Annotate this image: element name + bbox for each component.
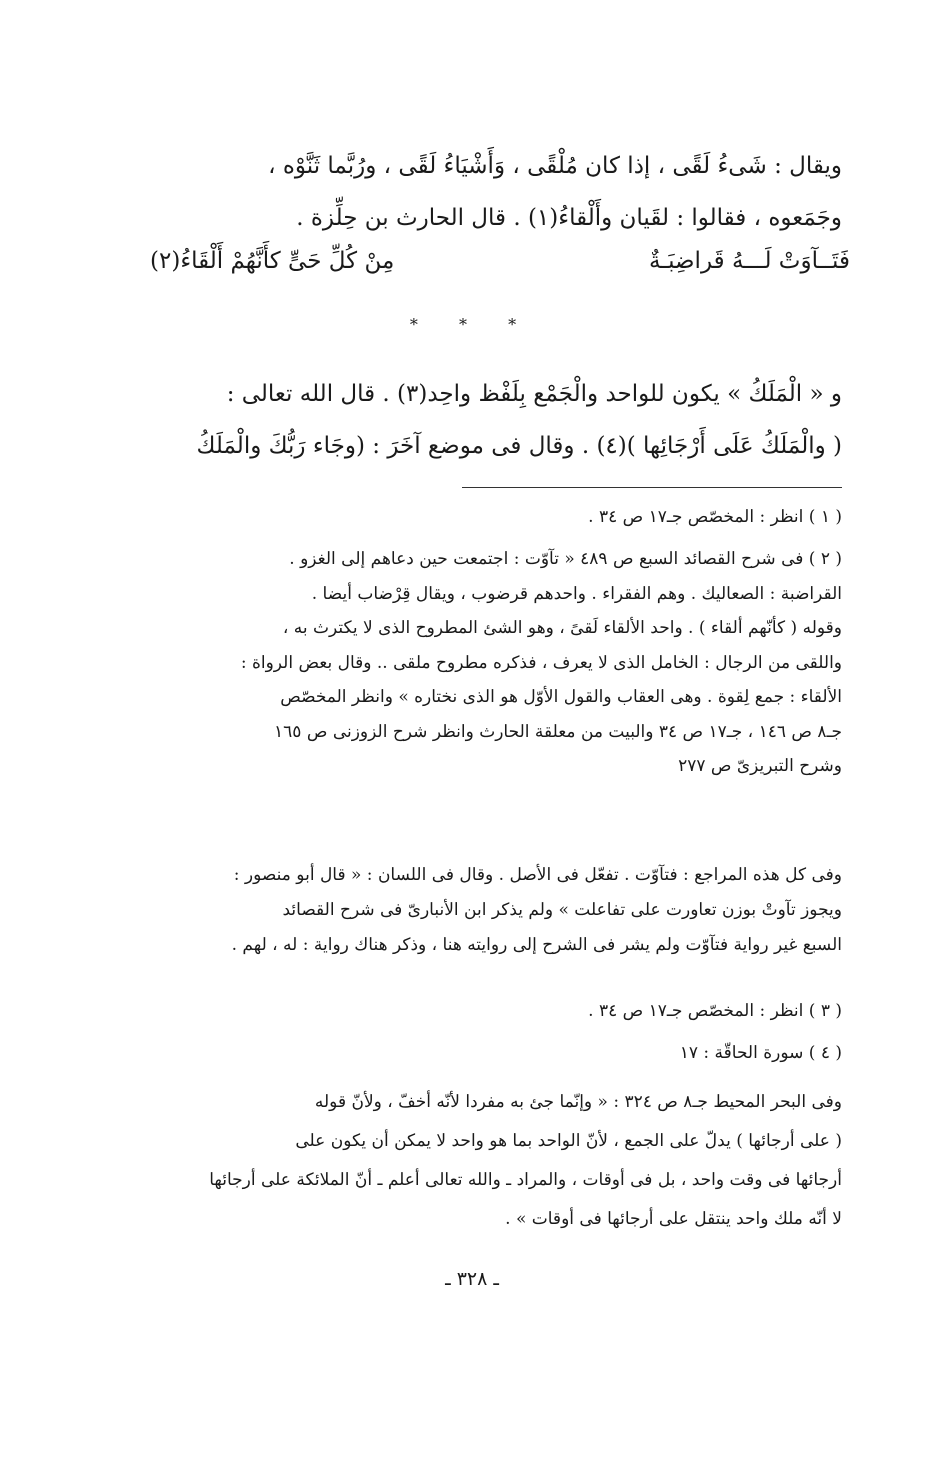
footnote-line: واللقى من الرجال : الخامل الذى لا يعرف ، فذكره مطروح ملقى .. وقال بعض الرواة : <box>240 652 842 673</box>
page-number: ـ ٣٢٨ ـ <box>445 1268 499 1290</box>
footnote-4 <box>130 1036 842 1070</box>
footnote-line: ( ١ ) انظر : المخصّص جـ١٧ ص ٣٤ . <box>588 507 842 527</box>
text-line: ( والْمَلَكُ عَلَى أَرْجَائِها )(٤) . وقال فى موضع آخَرَ : (وجَاء رَبُّكَ والْمَلَكُ <box>196 433 842 459</box>
footnote-2 <box>130 542 842 784</box>
footnote-line: ( على أرجائها ) يدلّ على الجمع ، لأنّ الواحد بما هو واحد لا يمكن أن يكون على <box>295 1131 842 1151</box>
footnote-line: لا أنّه ملك واحد ينتقل على أرجائها فى أوقات » . <box>505 1209 842 1229</box>
text-line: و « الْمَلَكُ » يكون للواحد والْجَمْع بِلَفْظ واحِد(٣) . قال الله تعالى : <box>226 381 842 407</box>
footnote-line: الألقاء : جمع لِقوة . وهى العقاب والقول الأوّل هو الذى نختاره » وانظر المخصّص <box>280 687 842 707</box>
footnote-line: وفى البحر المحيط جـ٨ ص ٣٢٤ : « وإنّما جئ به مفردا لأنّه أخفّ ، ولأنّ قوله <box>314 1092 842 1112</box>
footnote-line: وشرح التبريزىّ ص ٢٧٧ <box>678 756 842 776</box>
section-separator: * * * <box>409 315 535 334</box>
footnote-3 <box>130 994 842 1028</box>
footnote-line: أرجائها فى وقت واحد ، بل فى أوقات ، والمراد ـ والله تعالى أعلم ـ أنّ الملائكة على أرجائها <box>209 1170 842 1190</box>
footnote-line: جـ٨ ص ١٤٦ ، جـ١٧ ص ٣٤ والبيت من معلقة الحارث وانظر شرح الزوزنى ص ١٦٥ <box>274 721 842 742</box>
text-line: ويقال : شَىءُ لَقًى ، إذا كان مُلْقًى ، وَأَشْيَاءُ لَقًى ، ورُبَّما ثَنَّوْه ، <box>268 153 842 179</box>
verse-second-hemistich: مِنْ كُلِّ حَىٍّ كأَنَّهُمْ أَلْقَاءُ(٢) <box>150 248 395 274</box>
footnote-line: وفى كل هذه المراجع : فتآوّت . تفعّل فى الأصل . وقال فى اللسان : « قال أبو منصور : <box>233 865 842 885</box>
text-line: وجَمَعوه ، فقالوا : لقَيان وأَلْقاءُ(١) . قال الحارث بن حِلِّزة . <box>296 205 842 231</box>
main-paragraph-1 <box>130 140 842 244</box>
poetry-verse <box>150 248 850 274</box>
footnote-line: ويجوز تآوتْ بوزن تعاورت على تفاعلت » ولم يذكر ابن الأنبارىّ فى شرح القصائد <box>282 900 842 920</box>
footnote-line: ( ٤ ) سورة الحاقّة : ١٧ <box>679 1043 842 1063</box>
footnote-line: وقوله ( كأنّهم ألقاء ) . واحد الألقاء لَقىً ، وهو الشئ المطروح الذى لا يكترث به ، <box>282 618 842 638</box>
footnote-line: السبع غير رواية فتآوّت ولم يشر فى الشرح إلى روايته هنا ، وذكر هناك رواية : له ، لهم . <box>231 935 842 955</box>
footnote-line: ( ٣ ) انظر : المخصّص جـ١٧ ص ٣٤ . <box>588 1001 842 1021</box>
footnote-commentary <box>130 1083 842 1239</box>
footnote-line: القراضبة : الصعاليك . وهم الفقراء . واحدهم قرضوب ، ويقال قِرْضاب أيضا . <box>311 583 842 604</box>
footnote-1 <box>130 500 842 534</box>
verse-first-hemistich: فَتَــآوَتْ لَـــهُ قَراضِبَـةٌ <box>649 248 850 274</box>
footnote-line: ( ٢ ) فى شرح القصائد السبع ص ٤٨٩ « تآوّت : اجتمعت حين دعاهم إلى الغزو . <box>289 549 842 569</box>
footnote-divider <box>462 487 842 488</box>
main-paragraph-2 <box>130 368 842 472</box>
footnote-2-continuation <box>130 858 842 963</box>
